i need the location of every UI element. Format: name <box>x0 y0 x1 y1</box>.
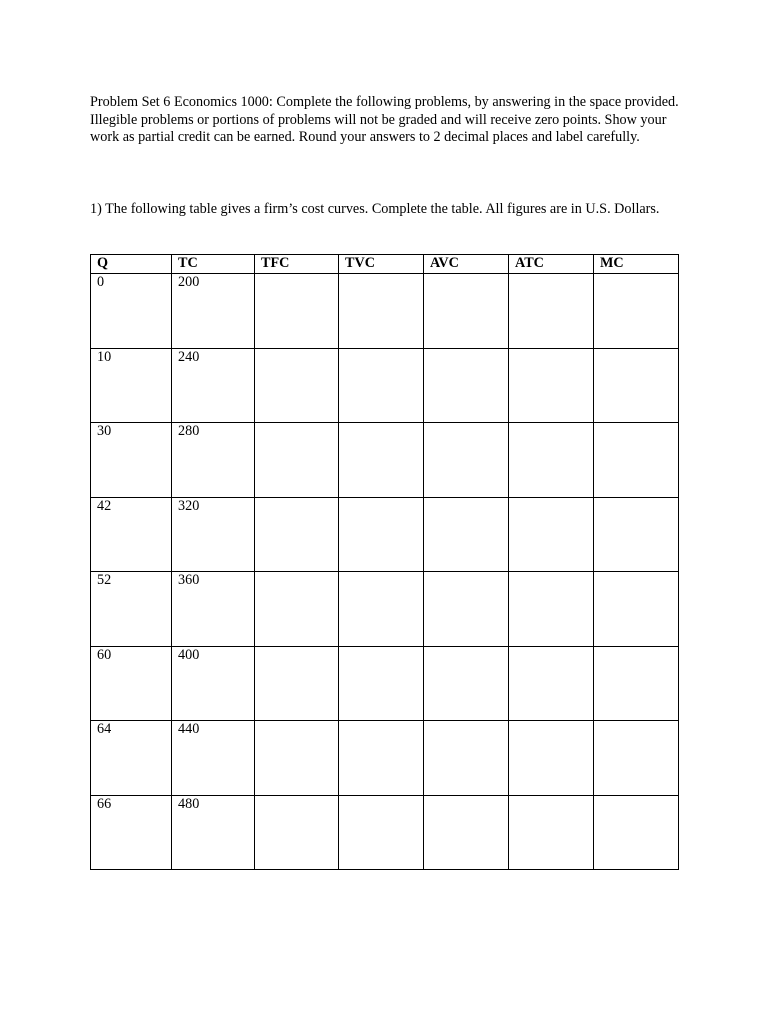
cell-q: 66 <box>91 795 172 870</box>
table-header-row <box>91 255 679 274</box>
cell-atc[interactable] <box>509 721 594 796</box>
cell-tfc[interactable] <box>255 497 339 572</box>
cell-avc[interactable] <box>424 274 509 349</box>
cell-tc: 440 <box>172 721 255 796</box>
cell-tvc[interactable] <box>339 497 424 572</box>
table-row <box>91 572 679 647</box>
cell-mc[interactable] <box>594 795 679 870</box>
cell-q: 52 <box>91 572 172 647</box>
header-tc: TC <box>172 255 255 274</box>
cell-tvc[interactable] <box>339 423 424 498</box>
table-row <box>91 274 679 349</box>
cell-atc[interactable] <box>509 497 594 572</box>
cell-tfc[interactable] <box>255 274 339 349</box>
cost-curves-table <box>90 254 679 870</box>
cell-mc[interactable] <box>594 572 679 647</box>
cell-tfc[interactable] <box>255 423 339 498</box>
cell-tvc[interactable] <box>339 274 424 349</box>
cell-tvc[interactable] <box>339 348 424 423</box>
cell-q: 60 <box>91 646 172 721</box>
cell-atc[interactable] <box>509 423 594 498</box>
cell-mc[interactable] <box>594 274 679 349</box>
cell-mc[interactable] <box>594 721 679 796</box>
cell-tvc[interactable] <box>339 646 424 721</box>
cell-avc[interactable] <box>424 795 509 870</box>
cell-q: 0 <box>91 274 172 349</box>
cell-tvc[interactable] <box>339 721 424 796</box>
cell-atc[interactable] <box>509 348 594 423</box>
cell-atc[interactable] <box>509 795 594 870</box>
question-1-prompt: 1) The following table gives a firm’s cost curves. Complete the table. All figures are in U.S. Dollars. <box>90 201 660 217</box>
cell-q: 10 <box>91 348 172 423</box>
header-tfc: TFC <box>255 255 339 274</box>
cell-tc: 400 <box>172 646 255 721</box>
table-row <box>91 795 679 870</box>
cell-tfc[interactable] <box>255 646 339 721</box>
cell-mc[interactable] <box>594 497 679 572</box>
cell-q: 64 <box>91 721 172 796</box>
cell-tfc[interactable] <box>255 348 339 423</box>
table-row <box>91 721 679 796</box>
cell-tfc[interactable] <box>255 572 339 647</box>
cell-avc[interactable] <box>424 497 509 572</box>
header-mc: MC <box>594 255 679 274</box>
cell-tc: 360 <box>172 572 255 647</box>
cell-tfc[interactable] <box>255 721 339 796</box>
table-row <box>91 497 679 572</box>
cell-tc: 320 <box>172 497 255 572</box>
cell-tc: 200 <box>172 274 255 349</box>
cell-atc[interactable] <box>509 274 594 349</box>
problem-set-instructions: Problem Set 6 Economics 1000: Complete the following problems, by answering in the space provided. Illegible problems or portions of problems will not be graded and will receive zero points. Show your work as partial credit can be earned. Round your answers to 2 decimal places and label carefully. <box>90 94 679 146</box>
cell-atc[interactable] <box>509 646 594 721</box>
cell-mc[interactable] <box>594 348 679 423</box>
cell-avc[interactable] <box>424 646 509 721</box>
table-row <box>91 423 679 498</box>
cell-tc: 240 <box>172 348 255 423</box>
cell-q: 30 <box>91 423 172 498</box>
cell-q: 42 <box>91 497 172 572</box>
cell-tc: 480 <box>172 795 255 870</box>
cell-mc[interactable] <box>594 423 679 498</box>
cell-avc[interactable] <box>424 572 509 647</box>
table-row <box>91 646 679 721</box>
cell-atc[interactable] <box>509 572 594 647</box>
cell-mc[interactable] <box>594 646 679 721</box>
header-avc: AVC <box>424 255 509 274</box>
cell-avc[interactable] <box>424 721 509 796</box>
header-q: Q <box>91 255 172 274</box>
cell-tfc[interactable] <box>255 795 339 870</box>
cell-tvc[interactable] <box>339 572 424 647</box>
cell-avc[interactable] <box>424 423 509 498</box>
header-tvc: TVC <box>339 255 424 274</box>
cell-avc[interactable] <box>424 348 509 423</box>
table-row <box>91 348 679 423</box>
cell-tvc[interactable] <box>339 795 424 870</box>
cell-tc: 280 <box>172 423 255 498</box>
header-atc: ATC <box>509 255 594 274</box>
